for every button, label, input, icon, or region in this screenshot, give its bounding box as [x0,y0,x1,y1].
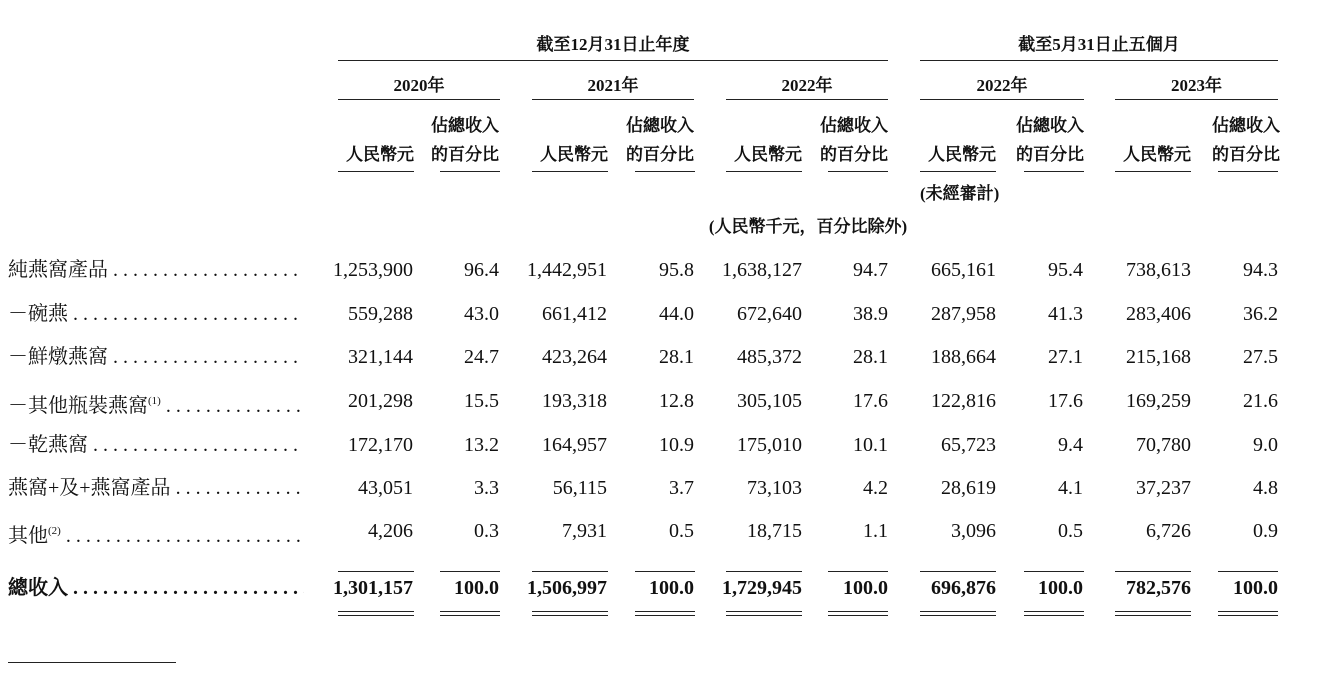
cell-percentage: 3.3 [474,477,499,499]
total-double-rule-3 [532,611,608,616]
col-pct-2022-l1: 佔總收入 [820,116,888,135]
year-2022-5m: 2022年 [976,76,1028,95]
total-top-rule-2 [440,571,500,572]
col-rmb-2021-rule [532,171,608,172]
cell-amount: 65,723 [941,434,996,456]
cell-percentage: 100.0 [649,577,694,599]
total-double-rule-10 [1218,611,1278,616]
cell-amount: 1,729,945 [722,577,802,599]
cell-percentage: 100.0 [454,577,499,599]
cell-amount: 287,958 [931,303,996,325]
total-top-rule-4 [635,571,695,572]
year-2023-5m-rule [1115,99,1278,100]
col-pct-2020-rule [440,171,500,172]
cell-amount: 18,715 [747,520,802,542]
cell-percentage: 17.6 [853,390,888,412]
cell-percentage: 94.3 [1243,259,1278,281]
total-double-rule-4 [635,611,695,616]
year-2023-5m: 2023年 [1171,76,1222,95]
cell-percentage: 27.1 [1048,346,1083,368]
col-pct-2022-5m-rule [1024,171,1084,172]
row-label [8,432,304,458]
cell-percentage: 0.5 [1058,520,1083,542]
cell-amount: 696,876 [931,577,996,599]
row-label [8,518,304,549]
cell-percentage: 94.7 [853,259,888,281]
col-pct-2021-l1: 佔總收入 [626,116,694,135]
footnote-rule [8,662,176,663]
cell-amount: 321,144 [348,346,413,368]
cell-amount: 215,168 [1126,346,1191,368]
cell-percentage: 38.9 [853,303,888,325]
cell-amount: 738,613 [1126,259,1191,281]
total-top-rule-3 [532,571,608,572]
cell-amount: 661,412 [542,303,607,325]
cell-amount: 7,931 [562,520,607,542]
cell-amount: 201,298 [348,390,413,412]
header-year-ended-rule [338,60,888,61]
cell-percentage: 4.1 [1058,477,1083,499]
cell-percentage: 0.3 [474,520,499,542]
cell-percentage: 4.2 [863,477,888,499]
unit-note: (人民幣千元，百分比除外) [708,217,908,236]
cell-percentage: 15.5 [464,390,499,412]
total-double-rule-1 [338,611,414,616]
row-label [8,344,304,370]
cell-percentage: 28.1 [853,346,888,368]
cell-amount: 1,638,127 [722,259,802,281]
cell-amount: 3,096 [951,520,996,542]
cell-amount: 423,264 [542,346,607,368]
cell-amount: 1,506,997 [527,577,607,599]
col-pct-2020-l2: 的百分比 [431,145,499,164]
year-2022-full-rule [726,99,888,100]
col-pct-2020-l1: 佔總收入 [431,116,499,135]
cell-amount: 73,103 [747,477,802,499]
cell-percentage: 10.1 [853,434,888,456]
total-double-rule-7 [920,611,996,616]
col-rmb-2021: 人民幣元 [540,145,608,164]
cell-amount: 122,816 [931,390,996,412]
col-rmb-2022-5m-rule [920,171,996,172]
cell-amount: 1,253,900 [333,259,413,281]
total-double-rule-5 [726,611,802,616]
header-five-months-rule [920,60,1278,61]
cell-amount: 193,318 [542,390,607,412]
cell-amount: 175,010 [737,434,802,456]
row-label-text: 總收入 [8,577,68,599]
cell-amount: 559,288 [348,303,413,325]
cell-amount: 4,206 [368,520,413,542]
total-top-rule-1 [338,571,414,572]
col-pct-2023-5m-rule [1218,171,1278,172]
cell-percentage: 21.6 [1243,390,1278,412]
row-label-text: －鮮燉燕窩 [8,346,108,368]
col-pct-2021-rule [635,171,695,172]
row-label [8,388,304,419]
col-pct-2023-5m-l2: 的百分比 [1212,145,1280,164]
col-rmb-2022-rule [726,171,802,172]
cell-amount: 1,301,157 [333,577,413,599]
col-rmb-2020: 人民幣元 [346,145,414,164]
cell-amount: 28,619 [941,477,996,499]
total-top-rule-10 [1218,571,1278,572]
cell-percentage: 95.4 [1048,259,1083,281]
total-double-rule-9 [1115,611,1191,616]
row-label [8,575,304,601]
cell-amount: 70,780 [1136,434,1191,456]
cell-amount: 164,957 [542,434,607,456]
cell-amount: 43,051 [358,477,413,499]
cell-percentage: 100.0 [843,577,888,599]
total-top-rule-6 [828,571,888,572]
year-2021-rule [532,99,694,100]
cell-percentage: 36.2 [1243,303,1278,325]
cell-percentage: 41.3 [1048,303,1083,325]
cell-percentage: 17.6 [1048,390,1083,412]
row-label-text: －乾燕窩 [8,434,88,456]
total-top-rule-9 [1115,571,1191,572]
cell-amount: 672,640 [737,303,802,325]
cell-percentage: 28.1 [659,346,694,368]
cell-percentage: 24.7 [464,346,499,368]
cell-amount: 665,161 [931,259,996,281]
cell-percentage: 43.0 [464,303,499,325]
unaudited-label: (未經審計) [920,184,1000,203]
col-pct-2022-rule [828,171,888,172]
cell-amount: 188,664 [931,346,996,368]
cell-amount: 6,726 [1146,520,1191,542]
year-2022-5m-rule [920,99,1084,100]
cell-percentage: 4.8 [1253,477,1278,499]
cell-amount: 485,372 [737,346,802,368]
cell-percentage: 1.1 [863,520,888,542]
cell-amount: 305,105 [737,390,802,412]
cell-percentage: 9.0 [1253,434,1278,456]
total-double-rule-6 [828,611,888,616]
row-label [8,301,304,327]
cell-amount: 283,406 [1126,303,1191,325]
total-top-rule-5 [726,571,802,572]
cell-percentage: 27.5 [1243,346,1278,368]
col-pct-2022-5m-l2: 的百分比 [1016,145,1084,164]
cell-amount: 37,237 [1136,477,1191,499]
cell-percentage: 100.0 [1233,577,1278,599]
footnote-marker: (2) [48,525,61,537]
cell-amount: 782,576 [1126,577,1191,599]
cell-percentage: 9.4 [1058,434,1083,456]
year-2020-rule [338,99,500,100]
cell-amount: 169,259 [1126,390,1191,412]
row-label [8,475,304,501]
row-label-text: 純燕窩產品 [8,259,108,281]
row-label-text: －碗燕 [8,303,68,325]
total-double-rule-8 [1024,611,1084,616]
row-label-text: 燕窩+及+燕窩產品 [8,477,171,499]
footnote-marker: (1) [148,395,161,407]
col-pct-2023-5m-l1: 佔總收入 [1212,116,1280,135]
col-rmb-2023-5m-rule [1115,171,1191,172]
cell-percentage: 95.8 [659,259,694,281]
year-2020: 2020年 [393,76,445,95]
col-pct-2021-l2: 的百分比 [626,145,694,164]
cell-percentage: 12.8 [659,390,694,412]
col-rmb-2023-5m: 人民幣元 [1123,145,1191,164]
cell-percentage: 100.0 [1038,577,1083,599]
cell-percentage: 13.2 [464,434,499,456]
col-pct-2022-5m-l1: 佔總收入 [1016,116,1084,135]
row-label [8,257,304,283]
year-2021: 2021年 [587,76,639,95]
col-rmb-2022: 人民幣元 [734,145,802,164]
col-rmb-2022-5m: 人民幣元 [928,145,996,164]
header-five-months: 截至5月31日止五個月 [1018,35,1180,54]
cell-percentage: 10.9 [659,434,694,456]
cell-percentage: 3.7 [669,477,694,499]
cell-percentage: 96.4 [464,259,499,281]
total-double-rule-2 [440,611,500,616]
total-top-rule-7 [920,571,996,572]
total-top-rule-8 [1024,571,1084,572]
cell-percentage: 0.9 [1253,520,1278,542]
cell-percentage: 0.5 [669,520,694,542]
year-2022-full: 2022年 [781,76,833,95]
cell-amount: 1,442,951 [527,259,607,281]
cell-percentage: 44.0 [659,303,694,325]
cell-amount: 56,115 [552,477,607,499]
row-label-text: －其他瓶裝燕窩 [8,395,148,417]
row-label-text: 其他 [8,525,48,547]
col-rmb-2020-rule [338,171,414,172]
header-year-ended: 截至12月31日止年度 [536,35,690,54]
cell-amount: 172,170 [348,434,413,456]
col-pct-2022-l2: 的百分比 [820,145,888,164]
